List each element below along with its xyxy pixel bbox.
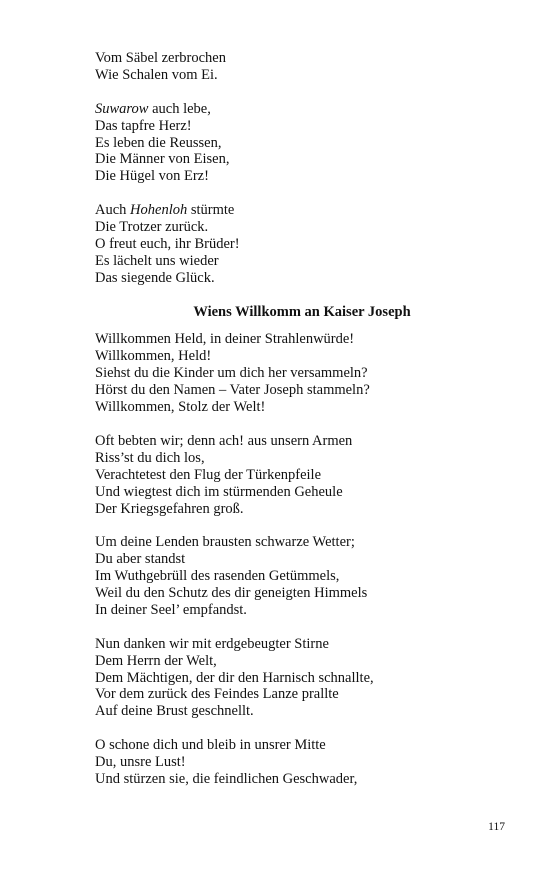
verse-line: Es lächelt uns wieder [95,252,219,269]
verse-line: Oft bebten wir; denn ach! aus unsern Armen [95,432,353,449]
poem-continued [95,50,515,287]
verse-line: Die Männer von Eisen, [95,151,230,168]
verse-line: Du, unsre Lust! [95,754,186,771]
stanza [95,636,515,721]
verse-line: Die Hügel von Erz! [95,168,209,185]
verse-line: Nun danken wir mit erdgebeugter Stirne [95,635,329,652]
stanza [95,101,515,186]
verse-line: Im Wuthgebrüll des rasenden Getümmels, [95,568,340,585]
verse-text: stürmte [187,202,235,219]
verse-line: Der Kriegsgefahren groß. [95,500,244,517]
verse-line: Hörst du den Namen – Vater Joseph stammeln? [95,382,370,399]
page-body [95,50,515,805]
verse-text: Auch [95,202,131,219]
verse-text: auch lebe, [148,100,211,117]
italic-name: Suwarow [95,100,149,117]
verse-line: Um deine Lenden brausten schwarze Wetter; [95,534,355,551]
stanza [95,50,515,84]
verse-line: Die Trotzer zurück. [95,219,209,236]
verse-line: Riss’st du dich los, [95,449,205,466]
verse-line: Du aber standst [95,551,186,568]
poem-title: Wiens Willkomm an Kaiser Joseph [193,303,411,320]
verse-line: Auf deine Brust geschnellt. [95,703,254,720]
stanza [95,202,515,287]
verse-line [95,202,515,219]
verse-line: In deiner Seel’ empfandst. [95,601,247,618]
verse-line: Das tapfre Herz! [95,117,192,134]
verse-line: Willkommen Held, in deiner Strahlenwürde! [95,331,355,348]
poem-wiens-willkomm [95,304,515,788]
verse-line: Das siegende Glück. [95,269,215,286]
verse-line: Willkommen, Held! [95,348,212,365]
stanza [95,433,515,518]
verse-line [95,101,515,118]
verse-line: Dem Herrn der Welt, [95,652,217,669]
stanza [95,534,515,619]
stanza [95,331,515,416]
stanza [95,737,515,788]
verse-line: Siehst du die Kinder um dich her versammeln? [95,365,368,382]
verse-line: Willkommen, Stolz der Welt! [95,399,266,416]
page-number: 117 [488,821,505,833]
verse-line: Wie Schalen vom Ei. [95,66,218,83]
verse-line: Vom Säbel zerbrochen [95,50,226,66]
verse-line: Vor dem zurück des Feindes Lanze prallte [95,686,339,703]
verse-line: O schone dich und bleib in unsrer Mitte [95,737,326,754]
verse-line: Weil du den Schutz des dir geneigten Himmels [95,585,368,602]
verse-line: Dem Mächtigen, der dir den Harnisch schnallte, [95,669,374,686]
verse-line: Verachtetest den Flug der Türkenpfeile [95,466,322,483]
verse-line: Und wiegtest dich im stürmenden Geheule [95,483,343,500]
italic-name: Hohenloh [130,202,188,219]
verse-line: Und stürzen sie, die feindlichen Geschwader, [95,770,358,787]
verse-line: O freut euch, ihr Brüder! [95,235,240,252]
verse-line: Es leben die Reussen, [95,134,222,151]
